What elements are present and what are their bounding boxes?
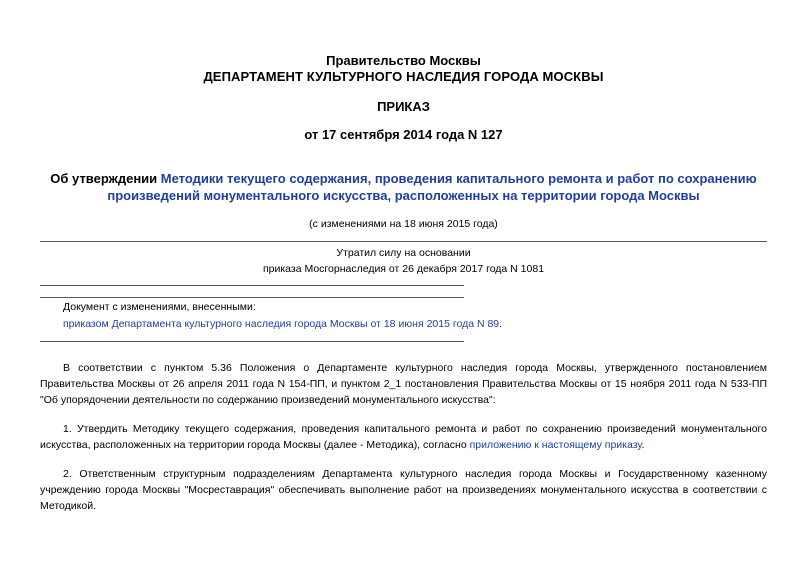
paragraph-1-suffix: . — [641, 439, 645, 451]
paragraph-preamble — [40, 360, 767, 408]
issuer-government: Правительство Москвы — [326, 53, 481, 68]
paragraph-2-text: 2. Ответственным структурным подразделениям Департамента культурного наследия города Москвы и Государственному казенному учреждению города Москвы "Мосреставрация" обеспечивать выполнение работ на произведениях монументального искусства в соответствии с Методикой. — [40, 468, 767, 512]
appendix-link[interactable]: приложению к настоящему приказу — [469, 439, 642, 451]
divider — [40, 341, 464, 342]
amending-order-link[interactable]: приказом Департамента культурного наследия города Москвы от 18 июня 2015 года N 89 — [63, 318, 500, 330]
paragraph-2 — [40, 466, 767, 514]
amending-order-suffix: . — [499, 318, 503, 330]
document-date-number: от 17 сентября 2014 года N 127 — [304, 127, 503, 142]
subject-prefix: Об утверждении — [50, 171, 161, 186]
methodology-link[interactable]: Методики текущего содержания, проведения капитального ремонта и работ по сохранению произведений монументального искусства, расположенных на территории города Москвы — [107, 171, 757, 203]
document-changes-note — [63, 299, 502, 333]
divider — [40, 241, 767, 242]
document-changes-label: Документ с изменениями, внесенными: — [63, 301, 256, 313]
divider — [40, 285, 464, 286]
voided-note — [40, 245, 767, 277]
paragraph-1 — [40, 421, 767, 453]
voided-line-2: приказа Мосгорнаследия от 26 декабря 2017 года N 1081 — [262, 263, 545, 275]
paragraph-preamble-text: В соответствии с пунктом 5.36 Положения о Департаменте культурного наследия города Москвы, утвержденного постановлением Правительства Москвы от 26 апреля 2011 года N 154-ПП, и пунктом 2_1 постановления Правительства Москвы от 15 ноября 2011 года N 533-ПП "Об упорядочении деятельности по содержанию произведений монументального искусства": — [40, 362, 767, 406]
issuer-department: ДЕПАРТАМЕНТ КУЛЬТУРНОГО НАСЛЕДИЯ ГОРОДА МОСКВЫ — [203, 69, 604, 84]
voided-line-1: Утратил силу на основании — [336, 247, 471, 259]
changes-note: (с изменениями на 18 июня 2015 года) — [309, 218, 498, 230]
paragraph-1-text: 1. Утвердить Методику текущего содержания, проведения капитального ремонта и работ по сохранению произведений монументального искусства, расположенных на территории города Москвы (далее - Методика), согласно — [40, 423, 767, 451]
document-subject — [30, 170, 777, 204]
divider — [40, 297, 464, 298]
document-type: ПРИКАЗ — [377, 99, 430, 114]
